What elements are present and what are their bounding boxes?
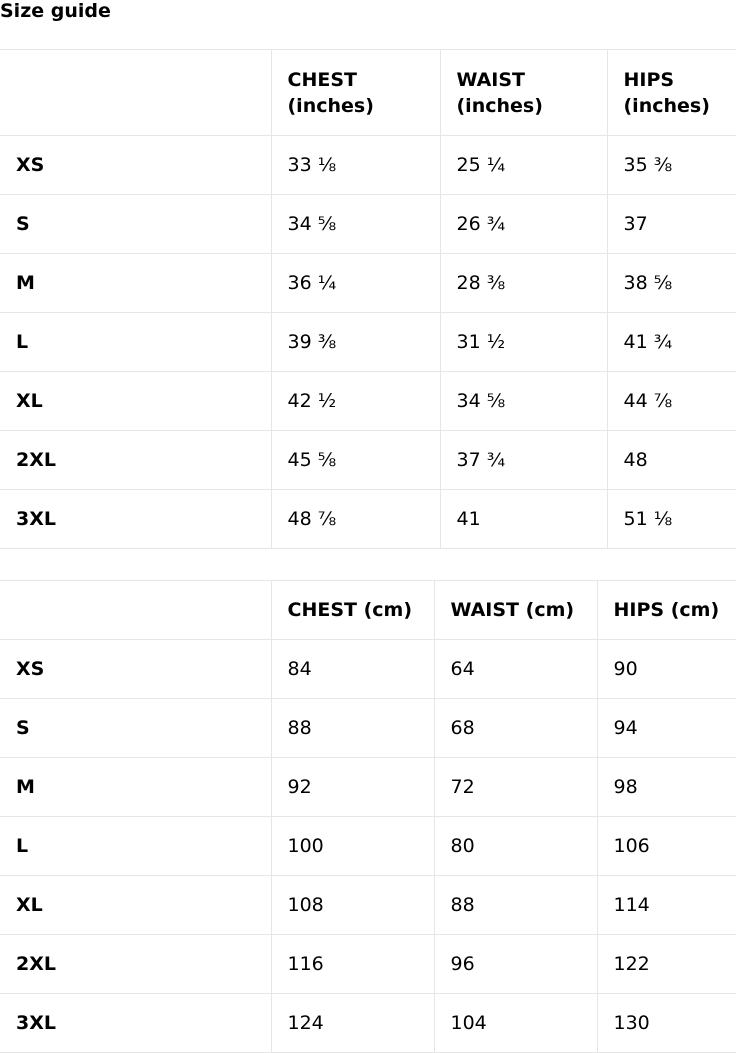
waist-value: 80 bbox=[434, 817, 597, 876]
waist-value: 104 bbox=[434, 994, 597, 1053]
size-label: XS bbox=[0, 640, 271, 699]
hips-value: 44 ⅞ bbox=[607, 372, 736, 431]
size-label: M bbox=[0, 758, 271, 817]
hips-value: 38 ⅝ bbox=[607, 254, 736, 313]
size-label: 3XL bbox=[0, 994, 271, 1053]
hips-value: 48 bbox=[607, 431, 736, 490]
header-hips-cm: HIPS (cm) bbox=[597, 581, 736, 640]
header-chest-inches: CHEST (inches) bbox=[271, 50, 440, 136]
size-label: XL bbox=[0, 372, 271, 431]
size-label: L bbox=[0, 313, 271, 372]
hips-value: 114 bbox=[597, 876, 736, 935]
table-header-row bbox=[0, 581, 736, 640]
hips-value: 98 bbox=[597, 758, 736, 817]
table-row bbox=[0, 935, 736, 994]
hips-value: 37 bbox=[607, 195, 736, 254]
waist-value: 68 bbox=[434, 699, 597, 758]
table-row bbox=[0, 254, 736, 313]
size-label: XL bbox=[0, 876, 271, 935]
size-table-cm bbox=[0, 580, 736, 1053]
chest-value: 124 bbox=[271, 994, 434, 1053]
table-header-row bbox=[0, 50, 736, 136]
size-label: M bbox=[0, 254, 271, 313]
table-row bbox=[0, 136, 736, 195]
chest-value: 88 bbox=[271, 699, 434, 758]
table-row bbox=[0, 195, 736, 254]
size-label: 3XL bbox=[0, 490, 271, 549]
chest-value: 39 ⅜ bbox=[271, 313, 440, 372]
hips-value: 94 bbox=[597, 699, 736, 758]
size-label: L bbox=[0, 817, 271, 876]
waist-value: 88 bbox=[434, 876, 597, 935]
chest-value: 33 ⅛ bbox=[271, 136, 440, 195]
header-size-blank bbox=[0, 581, 271, 640]
chest-value: 100 bbox=[271, 817, 434, 876]
table-row bbox=[0, 313, 736, 372]
hips-value: 41 ¾ bbox=[607, 313, 736, 372]
page-title: Size guide bbox=[0, 0, 111, 22]
table-row bbox=[0, 431, 736, 490]
table-row bbox=[0, 640, 736, 699]
waist-value: 26 ¾ bbox=[440, 195, 607, 254]
hips-value: 130 bbox=[597, 994, 736, 1053]
waist-value: 72 bbox=[434, 758, 597, 817]
hips-value: 90 bbox=[597, 640, 736, 699]
waist-value: 41 bbox=[440, 490, 607, 549]
size-label: S bbox=[0, 195, 271, 254]
table-row bbox=[0, 876, 736, 935]
chest-value: 92 bbox=[271, 758, 434, 817]
table-row bbox=[0, 994, 736, 1053]
chest-value: 48 ⅞ bbox=[271, 490, 440, 549]
table-row bbox=[0, 758, 736, 817]
waist-value: 64 bbox=[434, 640, 597, 699]
table-row bbox=[0, 817, 736, 876]
size-label: XS bbox=[0, 136, 271, 195]
waist-value: 96 bbox=[434, 935, 597, 994]
table-row bbox=[0, 490, 736, 549]
chest-value: 116 bbox=[271, 935, 434, 994]
header-waist-cm: WAIST (cm) bbox=[434, 581, 597, 640]
header-waist-inches: WAIST (inches) bbox=[440, 50, 607, 136]
waist-value: 31 ½ bbox=[440, 313, 607, 372]
header-size-blank bbox=[0, 50, 271, 136]
chest-value: 34 ⅝ bbox=[271, 195, 440, 254]
waist-value: 25 ¼ bbox=[440, 136, 607, 195]
chest-value: 45 ⅝ bbox=[271, 431, 440, 490]
header-hips-inches: HIPS (inches) bbox=[607, 50, 736, 136]
chest-value: 84 bbox=[271, 640, 434, 699]
size-label: 2XL bbox=[0, 431, 271, 490]
size-label: S bbox=[0, 699, 271, 758]
table-row bbox=[0, 699, 736, 758]
table-row bbox=[0, 372, 736, 431]
hips-value: 122 bbox=[597, 935, 736, 994]
waist-value: 34 ⅝ bbox=[440, 372, 607, 431]
header-chest-cm: CHEST (cm) bbox=[271, 581, 434, 640]
hips-value: 35 ⅜ bbox=[607, 136, 736, 195]
size-label: 2XL bbox=[0, 935, 271, 994]
chest-value: 42 ½ bbox=[271, 372, 440, 431]
hips-value: 51 ⅛ bbox=[607, 490, 736, 549]
chest-value: 36 ¼ bbox=[271, 254, 440, 313]
hips-value: 106 bbox=[597, 817, 736, 876]
waist-value: 37 ¾ bbox=[440, 431, 607, 490]
chest-value: 108 bbox=[271, 876, 434, 935]
waist-value: 28 ⅜ bbox=[440, 254, 607, 313]
size-table-inches bbox=[0, 49, 736, 549]
